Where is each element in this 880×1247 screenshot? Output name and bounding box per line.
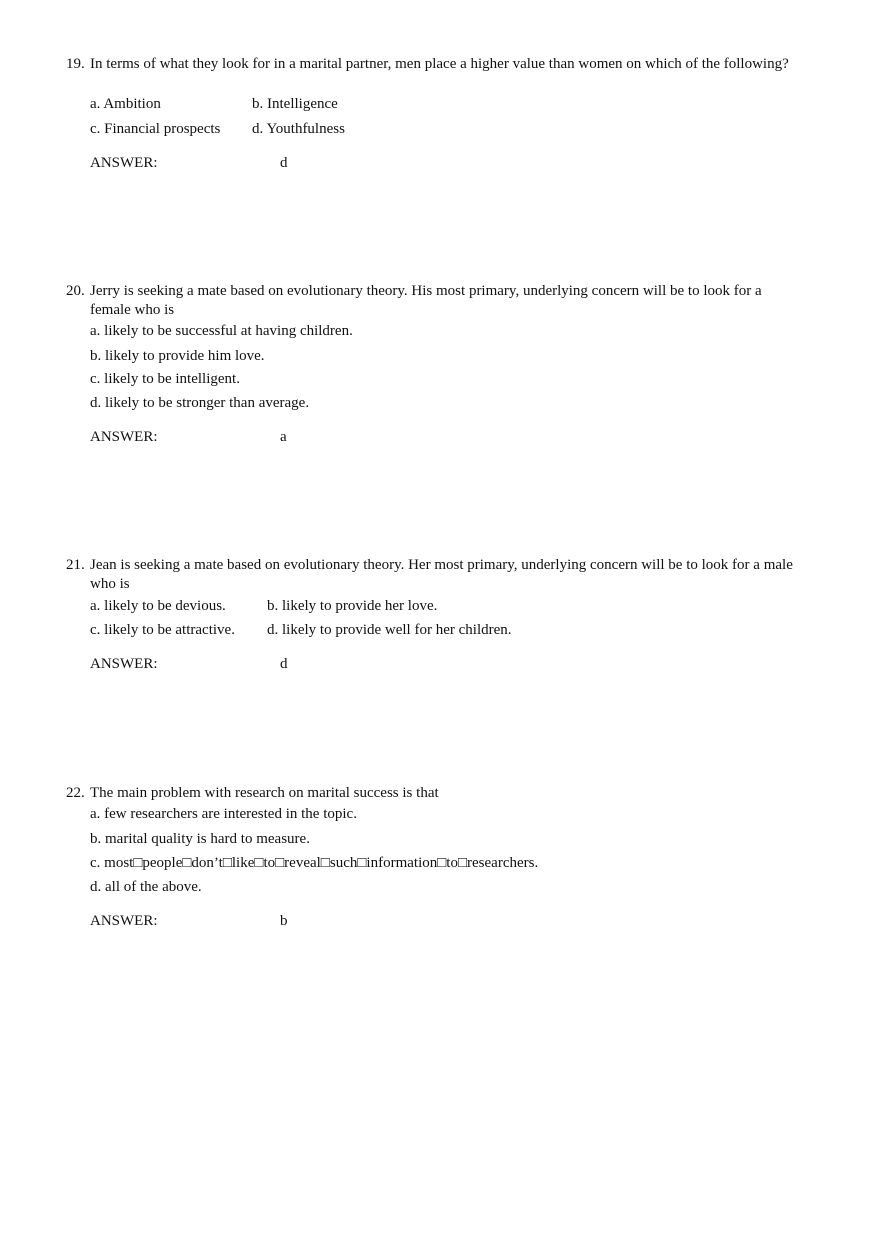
option-b: b. likely to provide him love. xyxy=(90,348,265,364)
option-b: b. Intelligence xyxy=(252,96,338,112)
option-a: a. Ambition xyxy=(90,96,161,112)
option-c: c. most□people□don’t□like□to□reveal□such□information□to□researchers. xyxy=(90,855,539,871)
question-number: 21. xyxy=(66,557,85,573)
answer-value: b xyxy=(280,913,288,929)
question-stem xyxy=(66,784,806,803)
answer-value: d xyxy=(280,656,288,672)
question-number: 19. xyxy=(66,56,85,72)
option-b: b. likely to provide her love. xyxy=(267,598,438,614)
question-20 xyxy=(66,282,806,445)
answer-value: a xyxy=(280,429,287,445)
option-c: c. likely to be intelligent. xyxy=(90,371,240,387)
question-21 xyxy=(66,556,806,672)
answer-value: d xyxy=(280,155,288,171)
question-number: 22. xyxy=(66,785,85,801)
option-b: b. marital quality is hard to measure. xyxy=(90,831,310,847)
option-d: d. all of the above. xyxy=(90,879,202,895)
option-a: a. likely to be successful at having children. xyxy=(90,323,353,339)
question-19 xyxy=(66,55,806,171)
question-text: Jean is seeking a mate based on evolutionary theory. Her most primary, underlying concern will be to look for a male who is xyxy=(90,557,793,592)
option-a: a. few researchers are interested in the topic. xyxy=(90,806,357,822)
question-text: Jerry is seeking a mate based on evolutionary theory. His most primary, underlying concern will be to look for a female who is xyxy=(90,283,762,318)
question-stem xyxy=(66,55,806,74)
question-22 xyxy=(66,784,806,929)
question-stem xyxy=(66,282,806,320)
question-number: 20. xyxy=(66,283,85,299)
question-stem xyxy=(66,556,806,594)
question-text: In terms of what they look for in a marital partner, men place a higher value than women on which of the following? xyxy=(90,56,789,72)
question-text: The main problem with research on marital success is that xyxy=(90,785,439,801)
answer-label: ANSWER: xyxy=(90,155,158,171)
answer-label: ANSWER: xyxy=(90,429,158,445)
option-c: c. likely to be attractive. xyxy=(90,622,235,638)
answer-label: ANSWER: xyxy=(90,656,158,672)
answer-label: ANSWER: xyxy=(90,913,158,929)
option-a: a. likely to be devious. xyxy=(90,598,226,614)
option-c: c. Financial prospects xyxy=(90,121,221,137)
option-d: d. likely to be stronger than average. xyxy=(90,395,310,411)
option-d: d. Youthfulness xyxy=(252,121,345,137)
option-d: d. likely to provide well for her children. xyxy=(267,622,512,638)
